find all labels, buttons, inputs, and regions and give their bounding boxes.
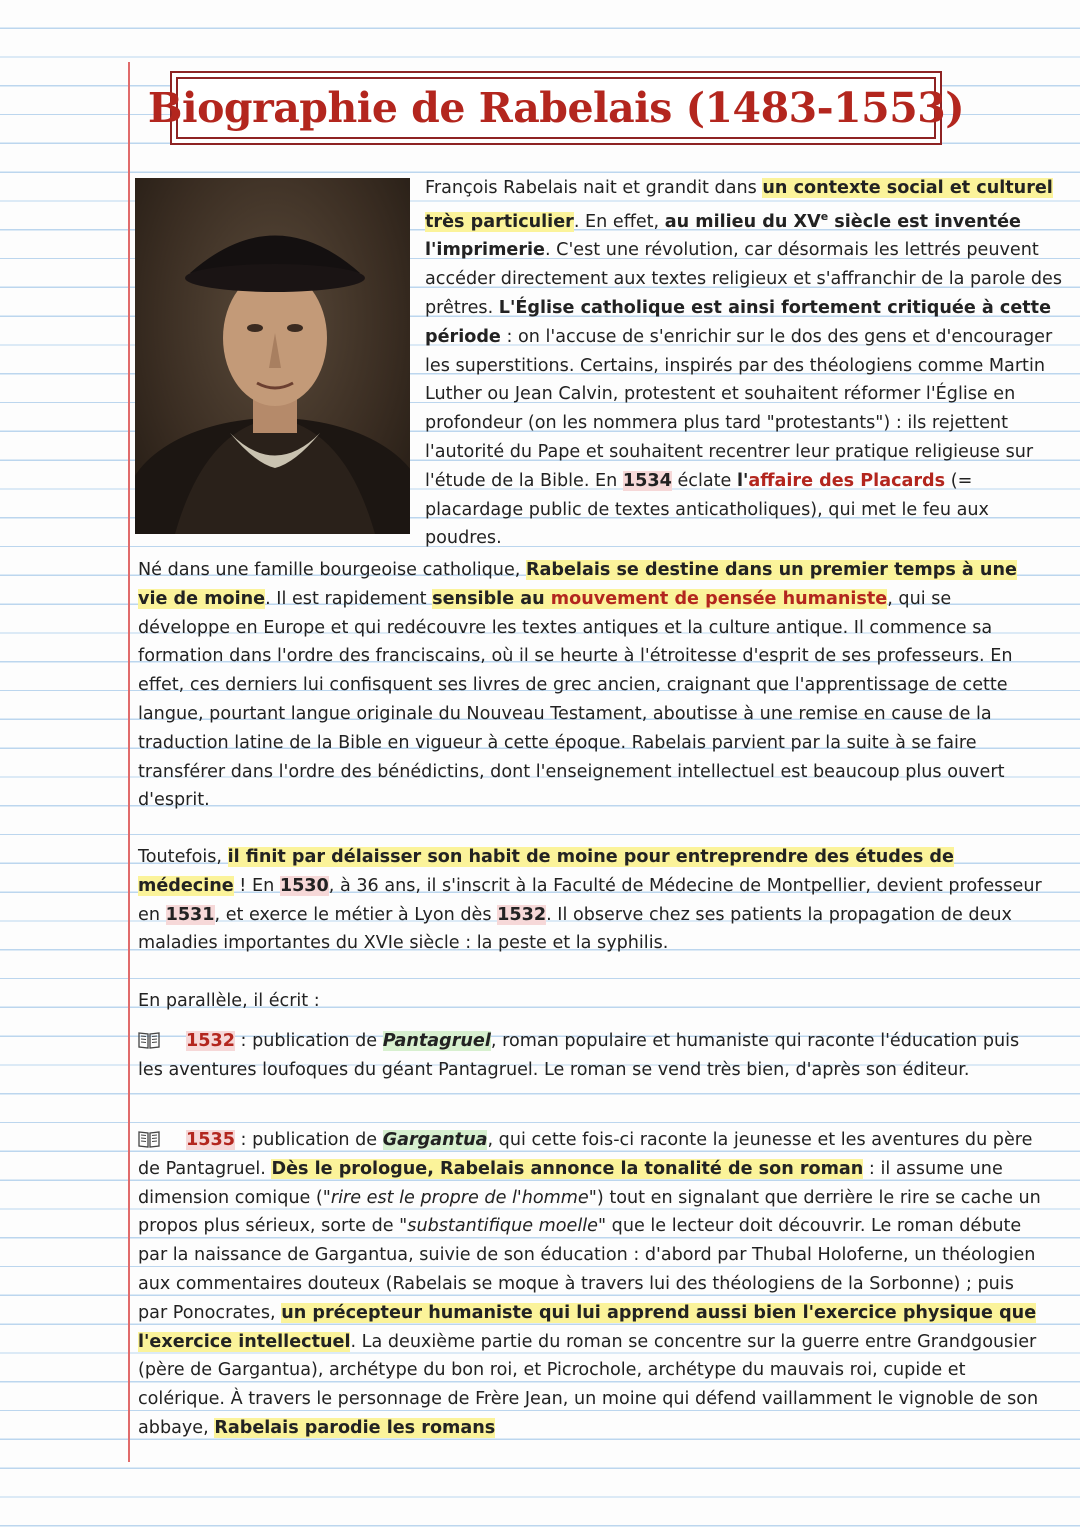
p3-text-2: ! En (233, 875, 280, 896)
year-1534: 1534 (622, 470, 672, 491)
page-title: Biographie de Rabelais (1483-1553) (147, 84, 965, 132)
p2-text-2: . Il est rapidement (265, 588, 433, 609)
p6-highlight-prologue: Dès le prologue, Rabelais annonce la tonalité de son roman (271, 1158, 864, 1179)
intro-text-4: : on l'accuse de s'enrichir sur le dos des gens et d'encourager les superstitions. Certains, inspirés par des théologiens comme Martin Luther ou Jean Calvin, protestent et souhaitent réformer l'Église en profondeur (on les nommera plus tard "protestants") : ils rejettent l'autorité du Pape et souhaitent recentrer leur pratique religieuse sur l'étude de la Bible. En (425, 326, 1053, 491)
p3-text-4: , et exerce le métier à Lyon dès (214, 904, 498, 925)
book-title-pantagruel: Pantagruel (382, 1031, 491, 1051)
intro-bold-l: l' (736, 470, 749, 491)
intro-highlight-context: un contexte social et culturel très particulier (425, 178, 1053, 232)
year-1531: 1531 (165, 904, 215, 925)
intro-text-6: (= placardage public de textes anticatholiques), qui met le feu aux poudres. (425, 470, 989, 549)
p6-text-3: : il assume une dimension comique (" (138, 1158, 1003, 1208)
p6-text-6: . La deuxième partie du roman se concentre sur la guerre entre Grandgousier (père de Gargantua), archétype du bon roi, et Picrochole, archétype du mauvais roi, cupide et colérique. À travers le personnage de Frère Jean, un moine qui défend vaillamment le vignoble de son abbaye, (138, 1331, 1039, 1438)
intro-paragraph (425, 174, 1070, 553)
year-1532-lyon: 1532 (497, 904, 547, 925)
quote-rire: rire est le propre de l'homme (330, 1187, 589, 1208)
affaire-des-placards: affaire des Placards (748, 470, 946, 491)
paragraph-medecine (138, 843, 1048, 958)
intro-text-3: . C'est une révolution, car désormais les lettrés peuvent accéder directement aux textes religieux et s'affranchir de la parole des prêtres. (425, 240, 1063, 319)
year-1535: 1535 (186, 1130, 235, 1150)
p5-text-1: : publication de (234, 1031, 383, 1051)
intro-text-1: François Rabelais nait et grandit dans (425, 178, 763, 198)
p2-text-3: , qui se développe en Europe et qui redécouvre les textes antiques et la culture antique. Il commence sa formation dans l'ordre des franciscains, où il se heurte à l'étroitesse d'esprit de ses professeurs. En effet, ces derniers lui confisquent ses livres de grec ancien, craignant que l'apprentissage de cette langue, pourtant langue originale du Nouveau Testament, aboutisse à une remise en cause de la traduction latine de la Bible en vigueur à cette époque. Rabelais parvient par la suite à se faire transférer dans l'ordre des bénédictins, dont l'enseignement intellectuel est beaucoup plus ouvert d'esprit. (138, 588, 1013, 811)
p6-text-1: : publication de (234, 1130, 383, 1150)
intro-superscript: e (820, 209, 829, 223)
quote-moelle: substantifique moelle (407, 1216, 598, 1237)
p3-text-5: . Il observe chez ses patients la propagation de deux maladies importantes du XVIe siècle : la peste et la syphilis. (138, 904, 1012, 954)
notebook-margin-line (128, 62, 130, 1462)
p3-highlight-medecine: il finit par délaisser son habit de moine pour entreprendre des études de médecine (138, 847, 954, 896)
intro-bold-printing-b: siècle est inventée l'imprimerie (425, 211, 1021, 261)
title-frame (147, 71, 965, 145)
open-book-icon (138, 1031, 160, 1049)
open-book-icon (138, 1130, 160, 1148)
portrait-illustration (135, 178, 410, 534)
p6-highlight-parodie: Rabelais parodie les romans (214, 1417, 496, 1438)
year-1532-pantagruel: 1532 (186, 1031, 235, 1051)
p5-text-2: , roman populaire et humaniste qui raconte l'éducation puis les aventures loufoques du géant Pantagruel. Le roman se vend très bien, d'après son éditeur. (138, 1031, 1020, 1080)
p3-text-1: Toutefois, (138, 847, 228, 867)
intro-text-2: . En effet, (573, 211, 665, 232)
p2-text-1: Né dans une famille bourgeoise catholique, (138, 560, 526, 580)
year-1530: 1530 (279, 875, 329, 896)
p2-highlight-humaniste: mouvement de pensée humaniste (550, 588, 888, 609)
p2-highlight-moine: Rabelais se destine dans un premier temps à une vie de moine (138, 560, 1017, 609)
entry-gargantua (138, 1126, 1048, 1443)
p6-highlight-precepteur: un précepteur humaniste qui lui apprend aussi bien l'exercice physique que l'exercice intellectuel (138, 1302, 1037, 1352)
paragraph-moine (138, 556, 1048, 815)
entry-pantagruel (138, 1027, 1048, 1085)
rabelais-portrait (135, 178, 410, 534)
paragraph-parallele: En parallèle, il écrit : (138, 991, 320, 1011)
p3-text-3: , à 36 ans, il s'inscrit à la Faculté de Médecine de Montpellier, devient professeur en (138, 875, 1042, 925)
intro-bold-church: L'Église catholique est ainsi fortement critiquée à cette période (425, 298, 1052, 347)
intro-text-5: éclate (671, 470, 737, 491)
p6-text-5: " que le lecteur doit découvrir. Le roman débute par la naissance de Gargantua, suivie de son éducation : d'abord par Thubal Holoferne, un théologien aux commentaires douteux (Rabelais se moque à travers lui des théologiens de la Sorbonne) ; puis par Ponocrates, (138, 1216, 1036, 1323)
book-title-gargantua: Gargantua (382, 1130, 488, 1150)
p2-highlight-sensible: sensible au (432, 588, 551, 609)
title-inner-frame (147, 77, 965, 139)
intro-bold-printing-a: au milieu du XV (664, 211, 821, 232)
p6-text-2: , qui cette fois-ci raconte la jeunesse et les aventures du père de Pantagruel. (138, 1130, 1033, 1179)
p6-text-4: ") tout en signalant que derrière le rire se cache un propos plus sérieux, sorte de " (138, 1187, 1041, 1237)
